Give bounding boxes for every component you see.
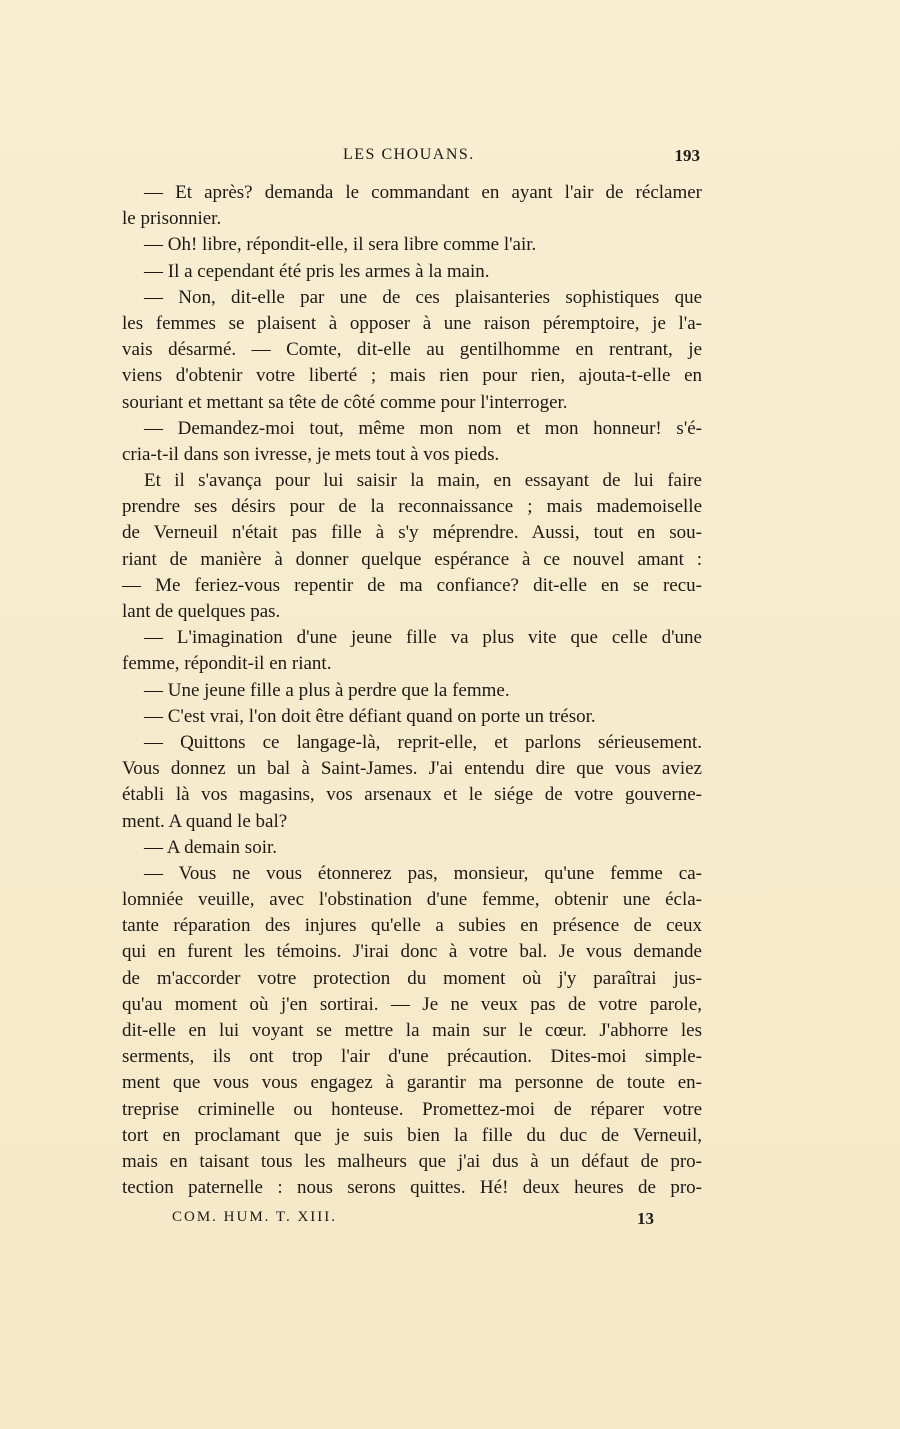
text-line: les femmes se plaisent à opposer à une raison péremptoire, je l'a- <box>122 312 702 334</box>
text-line: qu'au moment où j'en sortirai. — Je ne veux pas de votre parole, <box>122 993 702 1015</box>
running-title: LES CHOUANS. <box>343 146 475 163</box>
text-line: vais désarmé. — Comte, dit-elle au gentilhomme en rentrant, je <box>122 339 702 361</box>
text-line: — Non, dit-elle par une de ces plaisanteries sophistiques que <box>144 286 702 308</box>
text-line: de m'accorder votre protection du moment où j'y paraîtrai jus- <box>122 967 702 989</box>
signature-line: COM. HUM. T. XIII. <box>172 1209 338 1225</box>
text-line: — Il a cependant été pris les armes à la main. <box>144 260 490 282</box>
text-line: — Quittons ce langage-là, reprit-elle, et parlons sérieusement. <box>144 731 702 753</box>
text-line: — Vous ne vous étonnerez pas, monsieur, qu'une femme ca- <box>144 862 702 884</box>
page-number: 193 <box>674 146 700 165</box>
text-line: — Demandez-moi tout, même mon nom et mon honneur! s'é- <box>144 417 702 439</box>
text-line: souriant et mettant sa tête de côté comme pour l'interroger. <box>122 391 568 413</box>
text-line: le prisonnier. <box>122 208 222 230</box>
text-line: cria-t-il dans son ivresse, je mets tout à vos pieds. <box>122 443 500 465</box>
text-line: lant de quelques pas. <box>122 601 281 622</box>
text-line: — Une jeune fille a plus à perdre que la femme. <box>144 679 510 701</box>
text-line: — Oh! libre, répondit-elle, il sera libre comme l'air. <box>144 234 537 256</box>
text-line: établi là vos magasins, vos arsenaux et le siége de votre gouverne- <box>122 784 702 806</box>
text-line: qui en furent les témoins. J'irai donc à votre bal. Je vous demande <box>122 941 702 963</box>
text-line: mais en taisant tous les malheurs que j'ai dus à un défaut de pro- <box>122 1150 702 1172</box>
text-line: tection paternelle : nous serons quittes. Hé! deux heures de pro- <box>122 1177 702 1199</box>
text-line: — A demain soir. <box>144 836 277 858</box>
text-line: treprise criminelle ou honteuse. Promettez-moi de réparer votre <box>122 1098 702 1120</box>
text-line: — C'est vrai, l'on doit être défiant quand on porte un trésor. <box>144 705 596 727</box>
page-header <box>122 146 700 170</box>
text-line: ment. A quand le bal? <box>122 810 288 832</box>
text-line: tort en proclamant que je suis bien la fille du duc de Verneuil, <box>122 1124 702 1146</box>
text-line: — Et après? demanda le commandant en ayant l'air de réclamer <box>144 182 702 203</box>
text-line: femme, répondit-il en riant. <box>122 653 332 675</box>
text-line: Vous donnez un bal à Saint-James. J'ai entendu dire que vous aviez <box>122 758 702 780</box>
text-line: de Verneuil n'était pas fille à s'y méprendre. Aussi, tout en sou- <box>122 522 702 544</box>
text-line: lomniée veuille, avec l'obstination d'une femme, obtenir une écla- <box>122 889 702 911</box>
text-line: viens d'obtenir votre liberté ; mais rien pour rien, ajouta-t-elle en <box>122 365 702 387</box>
text-line: tante réparation des injures qu'elle a subies en présence de ceux <box>122 915 702 937</box>
text-line: serments, ils ont trop l'air d'une précaution. Dites-moi simple- <box>122 1046 702 1068</box>
text-line: riant de manière à donner quelque espérance à ce nouvel amant : <box>122 548 702 570</box>
text-line: — L'imagination d'une jeune fille va plus vite que celle d'une <box>144 627 702 649</box>
text-line: — Me feriez-vous repentir de ma confiance? dit-elle en se recu- <box>122 574 702 596</box>
text-line: dit-elle en lui voyant se mettre la main sur le cœur. J'abhorre les <box>122 1020 702 1041</box>
page-footer <box>172 1209 654 1231</box>
text-line: ment que vous vous engagez à garantir ma personne de toute en- <box>122 1072 702 1094</box>
text-line: Et il s'avança pour lui saisir la main, en essayant de lui faire <box>144 470 702 492</box>
body-text <box>122 180 702 1201</box>
text-line: prendre ses désirs pour de la reconnaissance ; mais mademoiselle <box>122 496 702 518</box>
signature-number: 13 <box>637 1209 654 1228</box>
